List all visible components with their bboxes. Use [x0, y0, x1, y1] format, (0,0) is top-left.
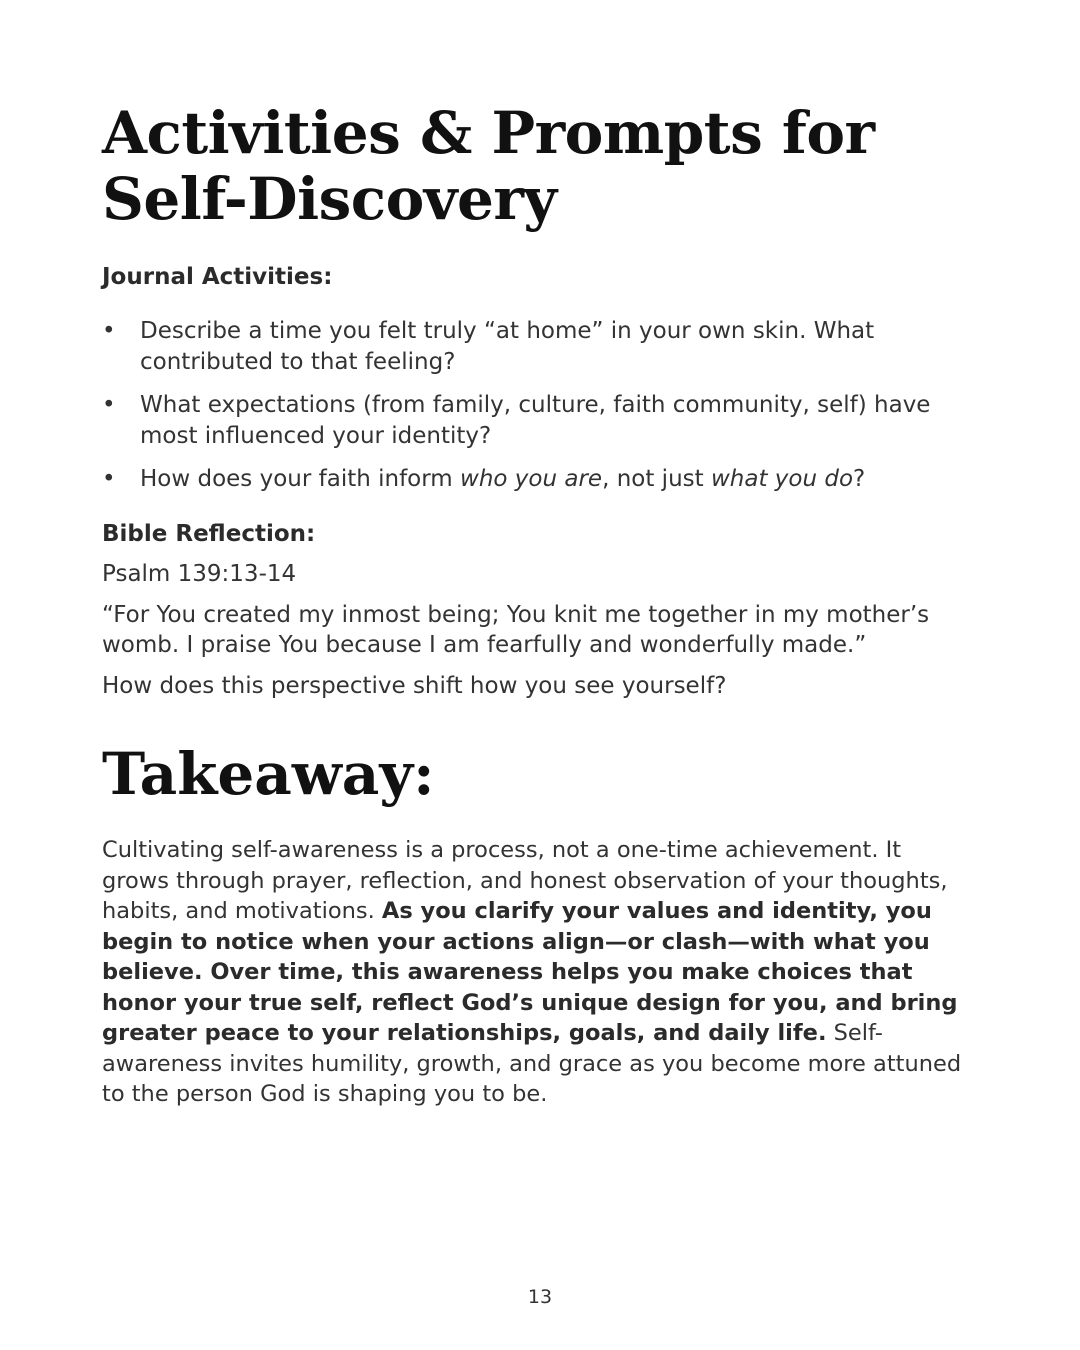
- takeaway-outro: Self-awareness invites humility, growth, and grace as you become more attuned to the person God is shaping you to be.: [102, 1020, 962, 1107]
- page-title: Activities & Prompts for Self-Discovery: [102, 99, 875, 233]
- bible-reflection-heading: Bible Reflection:: [102, 521, 316, 547]
- list-item: [102, 464, 972, 495]
- reflection-question: How does this perspective shift how you see yourself?: [102, 672, 727, 699]
- page-number: 13: [527, 1286, 553, 1308]
- journal-activities-list: [102, 316, 972, 495]
- bullet-icon: •: [102, 466, 116, 492]
- page-content: [102, 100, 972, 1110]
- takeaway-paragraph: [102, 835, 972, 1110]
- emphasis-text: who you are: [460, 466, 603, 492]
- journal-activities-heading: Journal Activities:: [102, 264, 333, 290]
- list-item: [102, 316, 972, 378]
- list-item-text: Describe a time you felt truly “at home” in your own skin. What contributed to that feeling?: [140, 318, 875, 375]
- emphasis-text: what you do: [710, 466, 854, 492]
- scripture-reference: Psalm 139:13-14: [102, 561, 297, 587]
- bullet-icon: •: [102, 318, 116, 344]
- takeaway-bold: As you clarify your values and identity, you begin to notice when your actions align—or clash—with what you believe. Over time, this awareness helps you make choices that honor your true self, reflect God’s unique design for you, and bring greater peace to your relationships, goals, and daily life.: [102, 898, 958, 1046]
- text-segment: , not just: [602, 466, 711, 492]
- bullet-icon: •: [102, 392, 116, 418]
- takeaway-heading: Takeaway:: [102, 740, 435, 808]
- list-item-text: What expectations (from family, culture, faith community, self) have most influenced your identity?: [140, 392, 931, 449]
- list-item: [102, 390, 972, 452]
- list-item-text: [140, 466, 865, 492]
- text-segment: How does your faith inform: [140, 466, 461, 492]
- text-segment: ?: [853, 466, 866, 492]
- takeaway-intro: Cultivating self-awareness is a process, not a one-time achievement. It grows through prayer, reflection, and honest observation of your thoughts, habits, and motivations.: [102, 837, 948, 924]
- scripture-quote: “For You created my inmost being; You knit me together in my mother’s womb. I praise You because I am fearfully and wonderfully made.”: [102, 601, 930, 658]
